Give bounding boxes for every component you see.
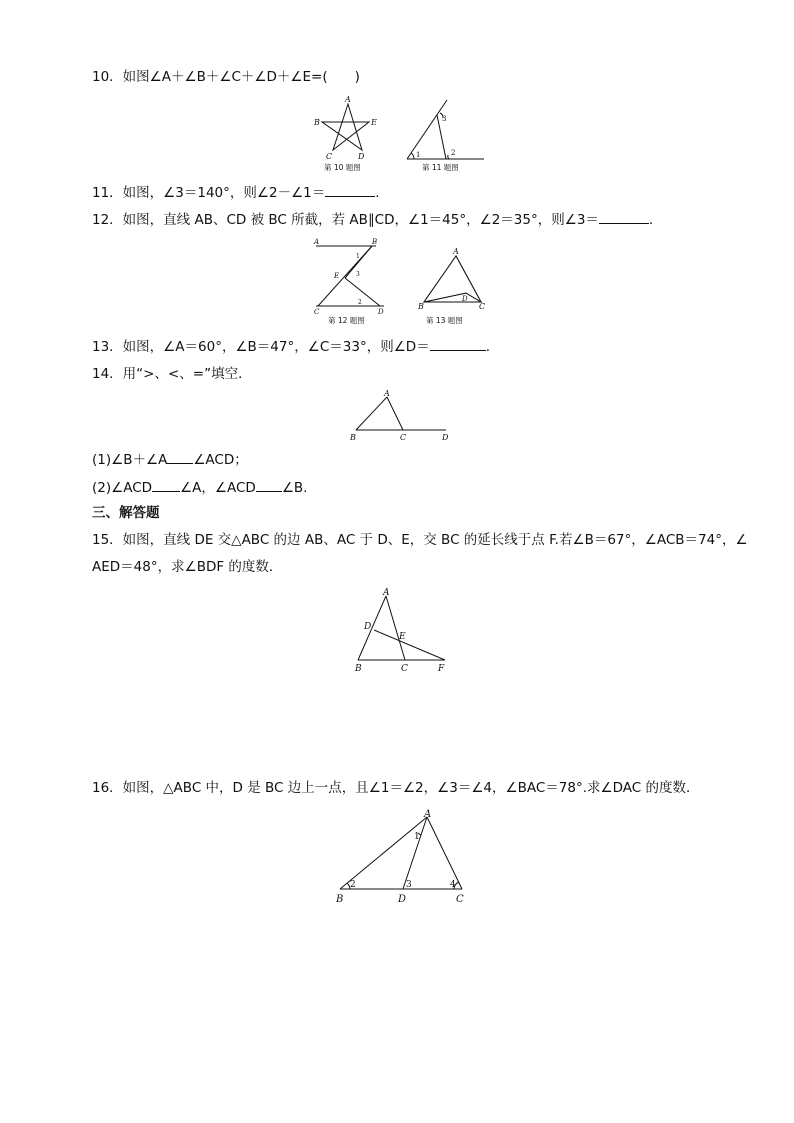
angle-3-label: 3 <box>406 880 412 890</box>
figure-10-caption: 第 10 题图 <box>324 163 361 172</box>
angle-3-label: 3 <box>442 115 447 123</box>
figure-12-caption: 第 12 题图 <box>328 316 365 325</box>
section-3-title: 三、解答题 <box>92 505 160 521</box>
answer-blank[interactable] <box>325 183 375 197</box>
question-16-text: 16．如图，△ABC 中，D 是 BC 边上一点，且∠1＝∠2，∠3＝∠4，∠BAC＝78°.求∠DAC 的度数． <box>92 780 700 796</box>
label-E: E <box>399 632 406 642</box>
angle-2-label: 2 <box>358 299 362 306</box>
label-D: D <box>462 295 468 303</box>
question-13: 13．如图，∠A＝60°，∠B＝47°，∠C＝33°，则∠D＝ . <box>92 339 490 355</box>
question-12-text: 12．如图，直线 AB、CD 被 BC 所截，若 AB∥CD，∠1＝45°，∠2＝35°，则∠3＝ <box>92 212 599 228</box>
question-14-part-1: (1)∠B＋∠A ∠ACD； <box>92 452 248 468</box>
label-B: B <box>372 238 378 246</box>
question-14 <box>92 365 734 383</box>
question-12: 12．如图，直线 AB、CD 被 BC 所截，若 AB∥CD，∠1＝45°，∠2＝35°，则∠3＝ . <box>92 212 654 228</box>
question-15-line-1: 15．如图，直线 DE 交△ABC 的边 AB、AC 于 D、E，交 BC 的延长线于点 F.若∠B＝67°，∠ACB＝74°，∠ <box>92 532 748 548</box>
figure-14-diagram <box>345 385 455 445</box>
question-13-text: 13．如图，∠A＝60°，∠B＝47°，∠C＝33°，则∠D＝ <box>92 339 430 355</box>
label-D: D <box>442 433 449 442</box>
answer-blank[interactable] <box>167 450 193 464</box>
figure-13-diagram <box>415 246 490 328</box>
answer-blank[interactable] <box>256 478 282 492</box>
label-C: C <box>479 302 486 311</box>
pentagram-shape <box>322 104 369 150</box>
label-E: E <box>371 118 377 127</box>
question-14-part-2: (2)∠ACD ∠A，∠ACD ∠B. <box>92 480 308 496</box>
figure-11-caption: 第 11 题图 <box>422 163 459 172</box>
label-A: A <box>384 389 390 398</box>
question-15-line-2: AED＝48°，求∠BDF 的度数． <box>92 559 283 575</box>
figure-10-pentagram <box>310 92 390 172</box>
section-heading <box>92 504 734 522</box>
label-E: E <box>334 272 340 280</box>
angle-1-label: 1 <box>356 253 360 260</box>
angle-2-label: 2 <box>451 149 456 157</box>
label-D: D <box>358 152 365 161</box>
label-F: F <box>438 664 445 674</box>
label-C: C <box>326 152 333 161</box>
answer-blank[interactable] <box>152 478 180 492</box>
question-14-text: 14．用“>、<、=”填空． <box>92 366 252 382</box>
figure-11-diagram <box>400 96 490 176</box>
answer-blank[interactable] <box>430 337 486 351</box>
label-A: A <box>453 247 459 256</box>
label-B: B <box>355 664 362 674</box>
figure-16-diagram <box>330 804 470 904</box>
angle-1-label: 1 <box>414 832 420 842</box>
angle-2-label: 2 <box>350 880 356 890</box>
question-16 <box>92 779 734 797</box>
label-A: A <box>314 238 320 246</box>
label-A: A <box>424 809 432 820</box>
label-B: B <box>350 433 356 442</box>
label-C: C <box>401 664 408 674</box>
figure-12-diagram <box>310 236 390 328</box>
label-A: A <box>345 95 351 104</box>
label-C: C <box>314 308 320 316</box>
figure-15-diagram <box>350 582 455 677</box>
question-11-text: 11．如图，∠3＝140°，则∠2－∠1＝ <box>92 185 326 201</box>
question-10 <box>92 68 734 86</box>
question-10-text: 10．如图∠A＋∠B＋∠C＋∠D＋∠E=( ) <box>92 69 360 85</box>
label-D: D <box>364 622 372 632</box>
label-B: B <box>336 894 344 905</box>
label-B: B <box>314 118 320 127</box>
figure-13-caption: 第 13 题图 <box>426 316 463 325</box>
label-C: C <box>456 894 464 905</box>
angle-1-label: 1 <box>416 151 421 159</box>
label-C: C <box>400 433 407 442</box>
label-D: D <box>398 894 407 905</box>
label-D: D <box>378 308 384 316</box>
label-B: B <box>418 302 424 311</box>
angle-3-label: 3 <box>356 271 360 278</box>
answer-blank[interactable] <box>599 210 649 224</box>
angle-4-label: 4 <box>450 880 456 890</box>
question-11: 11．如图，∠3＝140°，则∠2－∠1＝ . <box>92 185 380 201</box>
label-A: A <box>383 588 390 598</box>
